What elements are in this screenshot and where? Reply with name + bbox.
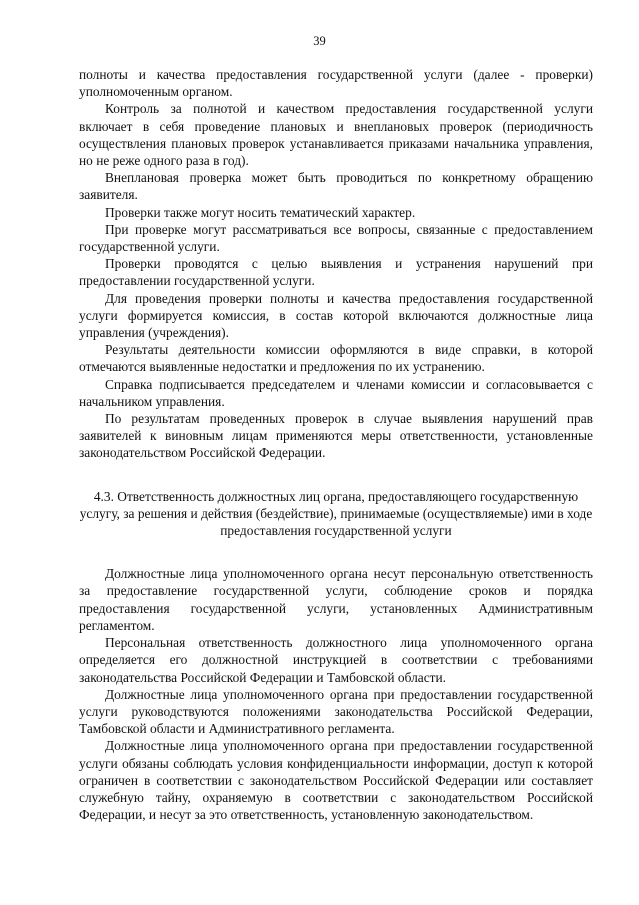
section-heading: 4.3. Ответственность должностных лиц органа, предоставляющего государственную услугу, за решения и действия (бездействие), принимаемые (осуществляемые) ими в ходе предоставления государственной услуги [79, 488, 593, 539]
paragraph: По результатам проведенных проверок в случае выявления нарушений прав заявителей к виновным лицам применяются меры ответственности, установленные законодательством Российской Федерации. [79, 411, 593, 461]
paragraph: Персональная ответственность должностного лица уполномоченного органа определяется его должностной инструкцией в соответствии с требованиями законодательства Российской Федерации и Тамбовской области. [79, 635, 593, 685]
paragraph: Должностные лица уполномоченного органа несут персональную ответственность за предоставление государственной услуги, соблюдение сроков и порядка предоставления государственной услуги, установленных Административным регламентом. [79, 566, 593, 633]
paragraph: Должностные лица уполномоченного органа при предоставлении государственной услуги руководствуются положениями законодательства Российской Федерации, Тамбовской области и Административного регламента. [79, 686, 593, 737]
paragraph: Проверки проводятся с целью выявления и устранения нарушений при предоставлении государственной услуги. [79, 256, 593, 289]
paragraph: При проверке могут рассматриваться все вопросы, связанные с предоставлением государственной услуги. [79, 221, 593, 255]
paragraph: Справка подписывается председателем и членами комиссии и согласовывается с начальником управления. [79, 376, 593, 409]
paragraph: Результаты деятельности комиссии оформляются в виде справки, в которой отмечаются выявленные недостатки и предложения по их устранению. [79, 342, 593, 375]
paragraph: Внеплановая проверка может быть проводиться по конкретному обращению заявителя. [79, 170, 593, 203]
paragraph: Должностные лица уполномоченного органа при предоставлении государственной услуги обязаны соблюдать условия конфиденциальности информации, доступ к которой ограничен в соответствии с законодательством Российской Федерации или составляет служебную тайну, охраняемую в соответствии с законодательством Российской Федерации, и несут за это ответственность, установленную законодательством. [79, 738, 593, 823]
page-number: 39 [313, 34, 326, 48]
paragraph: полноты и качества предоставления государственной услуги (далее - проверки) уполномоченным органом. [79, 67, 593, 100]
paragraph: Контроль за полнотой и качеством предоставления государственной услуги включает в себя проведение плановых и внеплановых проверок (периодичность осуществления плановых проверок устанавливается приказами начальника управления, но не реже одного раза в год). [79, 101, 593, 169]
document-body [79, 66, 593, 823]
paragraph: Проверки также могут носить тематический характер. [105, 204, 416, 220]
paragraph: Для проведения проверки полноты и качества предоставления государственной услуги формируется комиссия, в состав которой включаются должностные лица управления (учреждения). [79, 290, 593, 341]
